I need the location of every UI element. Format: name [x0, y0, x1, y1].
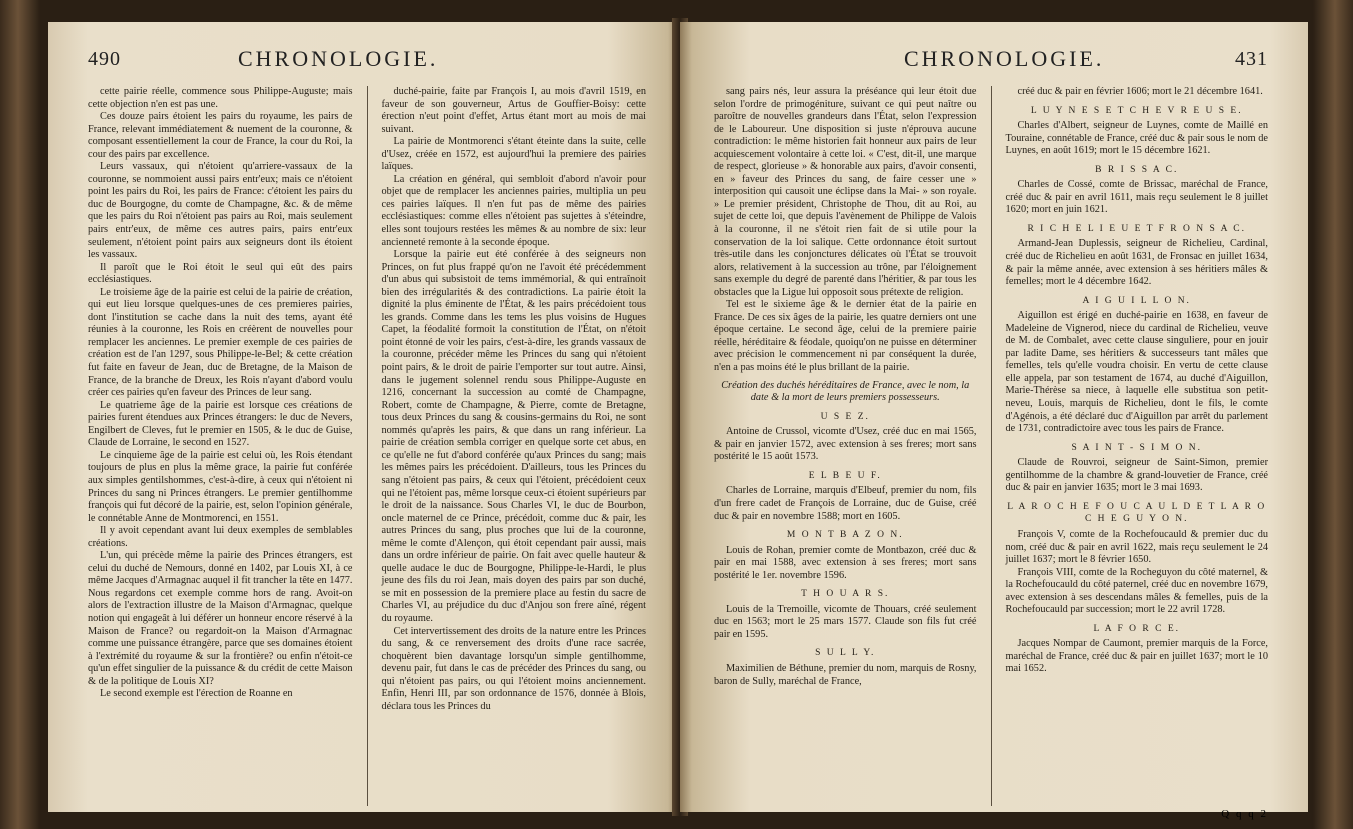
paragraph: Il paroît que le Roi étoit le seul qui eût des pairs ecclésiastiques. [88, 261, 353, 286]
column-rule [367, 86, 368, 806]
paragraph: Ces douze pairs étoient les pairs du royaume, les pairs de France, relevant immédiatement & nuement de la couronne, & composant essentiellement la cour de France, la cour du Roi, la cour des pairs par excellence. [88, 111, 353, 160]
paragraph: Le quatrieme âge de la pairie est lorsque ces créations de pairies furent étendues aux Princes étrangers: le duc de Nevers, Engilbert de Cleves, fut le premier en 1505, & le duc de Guise, Claude de Lorraine, le second en 1527. [88, 399, 353, 449]
left-page [48, 22, 680, 812]
paragraph: Claude de Rouvroi, seigneur de Saint-Simon, premier gentilhomme de la chambre & grand-louvetier de France, créé duc & pair en janvier 1635; mort le 3 mai 1693. [1005, 457, 1268, 494]
paragraph: Louis de Rohan, premier comte de Montbazon, créé duc & pair en mai 1588, avec extension à ses freres; mort sans postérité le 1er. novembre 1596. [714, 544, 977, 581]
paragraph: Le cinquieme âge de la pairie est celui où, les Rois étendant toujours de plus en plus la même grace, la pairie fut conférée aux simples gentilshommes, c'est-à-dire, à ceux qui n'étoient ni Princes du sang ni Princes étrangers. Le premier gentilhomme françois qui fut décoré de la pairie, est, selon l'opinion générale, le connétable Anne de Montmorenci, en 1551. [88, 449, 353, 524]
paragraph: François VIII, comte de la Rocheguyon du côté maternel, & la Rochefoucauld du côté paternel, créé duc en novembre 1679, avec extension à ses descendans mâles & femelles, puis de la Rochefoucauld par succession; mort le 22 avril 1728. [1005, 566, 1268, 616]
paragraph: Leurs vassaux, qui n'étoient qu'arriere-vassaux de la couronne, se nommoient aussi pairs entr'eux; mais ce n'étoient point les pairs du Roi, les pairs de France: c'étoient les pairs du duc de Bourgogne, du comte de Champagne, &c. & de même que les pairs du Roi n'étoient pas pairs au Roi, mais seulement pairs entr'eux, de même ces autres pairs, pairs entr'eux seulement, n'étoient point pairs aux seigneurs dont ils étoient les vassaux. [88, 161, 353, 261]
left-running-title: CHRONOLOGIE. [238, 46, 439, 71]
paragraph: Il y avoit cependant avant lui deux exemples de semblables créations. [88, 525, 353, 549]
right-column-2 [1006, 86, 1269, 806]
paragraph: Charles d'Albert, seigneur de Luynes, comte de Maillé en Touraine, connétable de France, créé duc & pair sous le nom de Luynes, en août 1619; mort le 15 décembre 1621. [1005, 120, 1268, 157]
section-heading: B R I S S A C. [1095, 164, 1179, 175]
paragraph: sang pairs nés, leur assura la préséance qui leur étoit due selon l'ordre de primogéniture, suivant ce qui peut naître ou paroître de nouvelles grandeurs dans l'État, selon l'expression de le Laboureur. Une disposition si juste n'éprouva aucune contradiction: le même historien fait honneur aux pairs de leur acquiescement volontaire à cette loi. « C'est, dit-il, une marque de respect, glorieuse » & honorable aux pairs, d'avoir consenti, en » faveur des Princes du sang, de faire cesser une » interposition qui causoit une éclipse dans la Mai- » son royale. » Le premier président, Christophe de Thou, dit au Roi, au sujet de cette loi, que depuis l'avènement de Philippe de Valois à la couronne, il ne s'étoit rien fait de si utile pour la conservation de la loi salique. Cette ordonnance étoit surtout très-utile dans les conjonctures délicates où l'État se trouvoit alors, relativement à la succession au trône, par l'éloignement sans exemple du degré de parenté dans l'héritier, & par tous les obstacles que la Ligue lui opposoit sous prétexte de religion. [714, 86, 977, 298]
paragraph: La pairie de Montmorenci s'étant éteinte dans la suite, celle d'Usez, créée en 1572, est aujourd'hui la premiere des pairies laïques. [381, 136, 646, 173]
paragraph: L'un, qui précède même la pairie des Princes étrangers, est celui du duché de Nemours, donné en 1402, par Louis XI, à ce même Jacques d'Armagnac auquel il fit trancher la tête en 1477. Nous regardons cet exemple comme hors de rang. Avoit-on alors de l'extraction illustre de la Maison d'Armagnac, quelque notion qui engageât à lui déférer un honneur encore réservé à la Maison de France? ou regardoit-on la Maison d'Armagnac comme une puissance étrangère, parce que ses domaines étoient à l'extrémité du royaume & sur la frontière? ou enfin n'étoit-ce qu'un effet singulier de la puissance & du crédit de cette Maison & de la politique de Louis XI? [88, 550, 353, 687]
paragraph: Charles de Lorraine, marquis d'Elbeuf, premier du nom, fils d'un frere cadet de François de Lorraine, duc de Guise, créé duc & pair en novembre 1588; mort en 1605. [714, 485, 977, 522]
paragraph: Tel est le sixieme âge & le dernier état de la pairie en France. De ces six âges de la pairie, les quatre derniers ont une époque certaine. Le second âge, celui de la premiere pairie réelle, héréditaire & féodale, quoiqu'on ne puisse en déterminer avec précision le commencement ni par conséquent la durée, n'en a pas moins été le plus brillant de la pairie. [714, 299, 977, 374]
section-heading: L U Y N E S E T C H E V R E U S E. [1030, 105, 1243, 116]
section-heading: U S E Z. [820, 411, 870, 422]
right-running-title: CHRONOLOGIE. [904, 46, 1105, 71]
left-running-head [88, 46, 646, 76]
paragraph: Charles de Cossé, comte de Brissac, maréchal de France, créé duc & pair en avril 1611, mais reçu seulement le 8 juillet 1620; mort en juin 1621. [1005, 179, 1268, 216]
paragraph: Aiguillon est érigé en duché-pairie en 1638, en faveur de Madeleine de Vignerod, niece du cardinal de Richelieu, veuve de M. de Combalet, avec cette clause singuliere, pour en jouir par ladite Dame, ses héritiers & successeurs tant mâles que femelles, tels qu'elle voudra choisir. En vertu de cette clause elle appela, par son testament de 1674, au duché d'Aiguillon, Marie-Thérèse sa niece, à laquelle elle substitua son petit-neveu, Louis, marquis de Richelieu, dont le fils, le comte d'Agénois, a été déclaré duc d'Aiguillon par arrêt du parlement de 1731, contradictoire avec tous les pairs de France. [1005, 310, 1268, 435]
paragraph: Jacques Nompar de Caumont, premier marquis de la Force, maréchal de France, créé duc & pair en juillet 1637; mort le 10 mai 1652. [1005, 638, 1268, 675]
paragraph: Cet intervertissement des droits de la nature entre les Princes du sang, & ce renversement des droits d'une race sacrée, choquèrent bien davantage lorsqu'un simple gentilhomme, devenu pair, fut dans le cas de précéder des Princes du sang, ou qui n'étoient pas pairs, ou qui l'étoient moins anciennement. Enfin, Henri III, par son ordonnance de 1576, donnée à Blois, déclara tous les Princes du [381, 625, 646, 712]
section-heading: M O N T B A Z O N. [786, 530, 904, 541]
section-heading: S U L L Y. [815, 648, 876, 659]
paragraph: cette pairie réelle, commence sous Philippe-Auguste; mais cette objection n'en est pas une. [88, 86, 353, 110]
paragraph: François V, comte de la Rochefoucauld & premier duc du nom, créé duc & pair en avril 1622, mais reçu seulement le 24 juillet 1637; mort le 8 février 1650. [1005, 528, 1268, 566]
paragraph: La création en général, qui sembloit d'abord n'avoir pour objet que de remplacer les anciennes pairies, multiplia un peu ces pairies laïques. Il n'en fut pas de même des pairies ecclésiastiques: comme elles n'étoient pas sujettes à s'éteindre, elles sont toujours restées les mêmes & au nombre de six: leur ancienneté remonte à la seconde époque. [381, 173, 646, 248]
paragraph: Le second exemple est l'érection de Roanne en [100, 688, 293, 700]
section-heading: S A I N T - S I M O N. [1071, 442, 1202, 453]
left-columns [88, 86, 646, 806]
section-heading: R I C H E L I E U E T F R O N S A C. [1027, 223, 1247, 234]
paragraph: créé duc & pair en février 1606; mort le 21 décembre 1641. [1017, 86, 1263, 97]
paragraph: Louis de la Tremoille, vicomte de Thouars, créé seulement duc en 1563; mort le 25 mars 1577. Claude son fils fut créé pair en 1595. [714, 603, 977, 640]
paragraph: duché-pairie, faite par François I, au mois d'avril 1519, en faveur de son gouverneur, Artus de Gouffier-Boisy: cette érection n'eut point d'effet, Artus étant mort au mois de mai suivant. [381, 86, 646, 135]
right-page [680, 22, 1308, 820]
section-heading: E L B E U F. [808, 470, 882, 481]
section-heading: A I G U I L L O N. [1082, 295, 1191, 306]
paragraph: Le troisieme âge de la pairie est celui de la pairie de création, qui eut lieu lorsque quelques-unes de ces premieres pairies, dont l'institution se cache dans la nuit des tems, ayant été réunies à la couronne, les Rois en créèrent de nouvelles pour remplacer les anciennes. Le premier exemple de ces pairies de création est de l'an 1297, sous Philippe-le-Bel; & cette création fut faite en faveur de Jean, duc de Bretagne, de la Maison de France, de la branche de Dreux, les Rois n'ayant d'abord voulu créer ces pairies qu'en faveur des Princes de leur sang. [88, 286, 353, 399]
section-heading: L A R O C H E F O U C A U L D E T L A R O C H E G U Y O N. [1007, 501, 1267, 525]
column-rule [991, 86, 992, 806]
left-page-number: 490 [88, 48, 121, 70]
right-page-number: 431 [1235, 48, 1268, 70]
right-column-1 [714, 86, 977, 806]
paragraph: Lorsque la pairie eut été conférée à des seigneurs non Princes, on fut plus frappé qu'on ne l'avoit été précédemment d'un abus qui subsistoit de tems immémorial, & qui entraînoit bien des irrégularités & des contradictions. La pairie étoit la dignité la plus éminente de l'État, & les pairs précédoient tous les grands. Comme dans les tems les plus voisins de Hugues Capet, la féodalité formoit la constitution de l'État, on n'étoit point étonné de voir les pairs, c'est-à-dire, les grands vassaux de la couronne, précéder même les Princes du sang qui n'étoient point pairs, & le droit de pairie l'emporter sur tout autre. Ainsi, dans le jugement solennel rendu sous Philippe-Auguste en 1216, concernant la succession au comté de Champagne, Robert, comte de Champagne, & Pierre, comte de Bretagne, tous deux Princes du sang & cousins-germains du Roi, ne sont nommés qu'après les pairs, & que dans un rang inférieur. La pairie de création sembla corriger en quelque sorte cet abus, en ce qu'elle ne fut d'abord conférée qu'aux Princes du sang; mais les mêmes pairs les précédoient. D'ailleurs, tous les Princes du sang n'étoient pas pairs, & ceux qui l'étoient, précédoient ceux qui ne l'étoient pas, même lorsque ceux-ci étoient supérieurs par le droit de la naissance. Sous Charles VI, le duc de Bourbon, oncle maternel de ce Prince, précédoit, comme duc & pair, les autres Princes du sang, plus proches que lui de la couronne, même le comte d'Alençon, qui étoit cependant pair aussi, mais dans un ordre inférieur de pairie. On fait avec quelle hauteur & quelle audace le duc de Bourgogne, Philippe-le-Hardi, le plus jeune des fils du roi Jean, mais doyen des pairs par son duché, se mit en possession de la premiere place au festin du sacre de Charles VI, au préjudice du duc d'Anjou son frere aîné, régent du royaume. [381, 249, 646, 624]
left-column-2 [382, 86, 647, 806]
section-intro: Création des duchés héréditaires de France, avec le nom, la date & la mort de leurs premiers possesseurs. [721, 379, 970, 404]
right-columns [714, 86, 1268, 806]
section-heading: T H O U A R S. [801, 589, 890, 600]
signature-mark: Q q q 2 [1221, 808, 1268, 820]
paragraph: Antoine de Crussol, vicomte d'Usez, créé duc en mai 1565, & pair en janvier 1572, avec extension à ses freres; mort sans postérité le 15 août 1573. [714, 426, 977, 463]
section-heading: L A F O R C E. [1093, 623, 1180, 634]
right-running-head [714, 46, 1268, 76]
paragraph: Armand-Jean Duplessis, seigneur de Richelieu, Cardinal, créé duc de Richelieu en août 1631, de Fronsac en juillet 1634, & pair la même année, avec extension à ses héritiers mâles & femelles; mort le 4 décembre 1642. [1005, 238, 1268, 288]
paragraph: Maximilien de Béthune, premier du nom, marquis de Rosny, baron de Sully, maréchal de France, [714, 662, 977, 687]
left-column-1 [88, 86, 353, 806]
